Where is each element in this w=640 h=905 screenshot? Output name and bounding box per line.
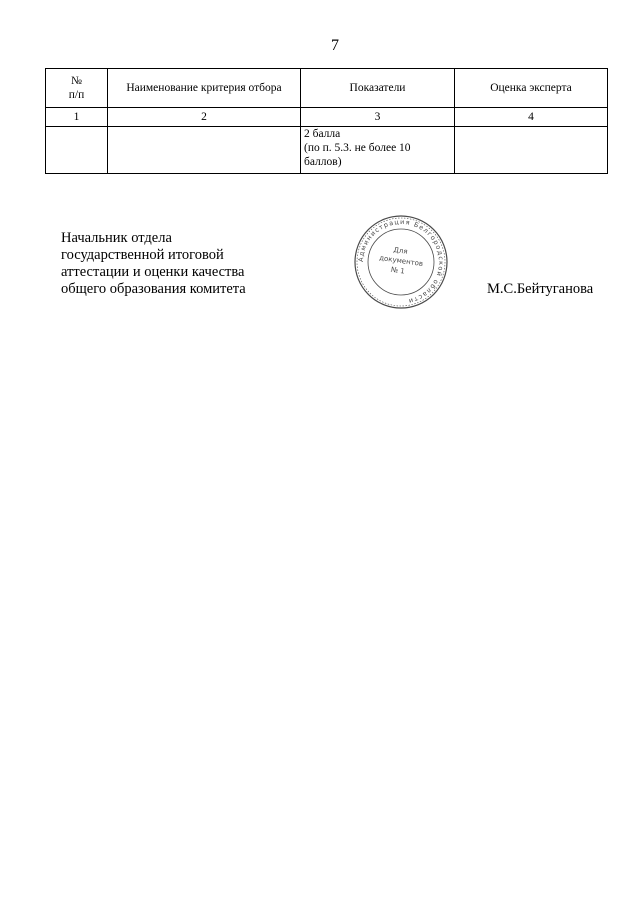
- page-number: 7: [331, 37, 339, 54]
- header-indicators: Показатели: [301, 69, 455, 108]
- cell-indicators: [301, 127, 455, 174]
- cell-criterion: [108, 127, 301, 174]
- header-criterion: Наименование критерия отбора: [108, 69, 301, 108]
- indicator-line: (по п. 5.3. не более 10: [304, 142, 411, 154]
- column-number-row: [46, 108, 608, 127]
- stamp-center-line: № 1: [390, 265, 406, 276]
- header-expert-score: Оценка эксперта: [455, 69, 608, 108]
- stamp-center-line: Для: [392, 245, 409, 256]
- signer-name: М.С.Бейтуганова: [487, 281, 594, 297]
- column-number: 4: [455, 108, 608, 127]
- table-row: [46, 127, 608, 174]
- position-line: государственной итоговой: [61, 247, 224, 263]
- indicator-line: баллов): [304, 156, 342, 168]
- stamp-ring-textpath: Администрация Белгородской области: [356, 217, 446, 306]
- table-header-row: [46, 69, 608, 108]
- header-number-line: №: [71, 75, 82, 87]
- cell-expert-score: [455, 127, 608, 174]
- column-number: 3: [301, 108, 455, 127]
- header-number: [46, 69, 108, 108]
- cell-number: [46, 127, 108, 174]
- criteria-table: [45, 68, 608, 174]
- column-number: 2: [108, 108, 301, 127]
- position-line: аттестации и оценки качества: [61, 264, 245, 280]
- stamp-center-line: документов: [378, 253, 424, 269]
- position-line: общего образования комитета: [61, 281, 246, 297]
- position-line: Начальник отдела: [61, 230, 172, 246]
- official-stamp: [345, 213, 457, 311]
- signature-position: [61, 230, 246, 298]
- header-number-line: п/п: [68, 89, 85, 101]
- column-number: 1: [46, 108, 108, 127]
- indicator-line: 2 балла: [304, 128, 341, 140]
